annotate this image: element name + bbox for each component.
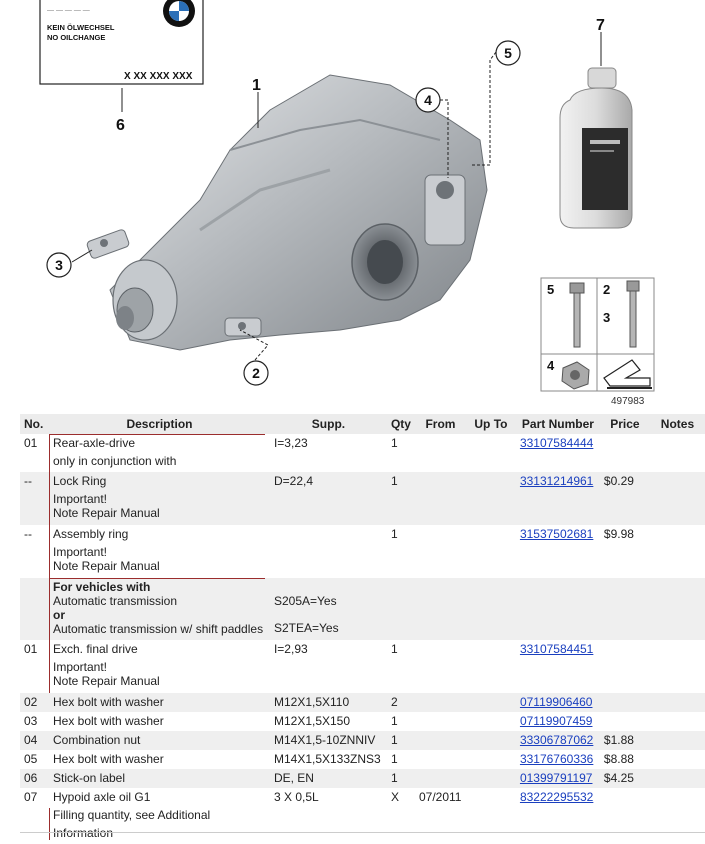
cell-from (415, 693, 466, 712)
label-text-1: KEIN ÖLWECHSEL (47, 23, 115, 32)
table-row (20, 693, 705, 712)
cell-description: Hex bolt with washer (52, 752, 164, 766)
cell-qty: X (390, 790, 399, 804)
cell-from (415, 769, 466, 788)
part-number-link[interactable]: 83222295532 (519, 790, 594, 804)
part-number-link[interactable]: 33131214961 (519, 474, 594, 488)
header-part-number: Part Number (516, 414, 600, 434)
cell-description: Hypoid axle oil G1 Filling quantity, see Additional Information (49, 788, 270, 842)
cell-up-to (466, 712, 516, 731)
cell-part-number (516, 788, 600, 842)
cell-price (600, 712, 650, 731)
cell-no: 02 (20, 693, 49, 712)
table-row (20, 750, 705, 769)
cell-supp: 3 X 0,5L (273, 790, 319, 804)
cell-price (600, 640, 650, 693)
cell-part-number (516, 472, 600, 525)
label-code: X XX XXX XXX (124, 71, 193, 82)
cell-price: $1.88 (600, 731, 650, 750)
cell-description: Exch. final drive Important! Note Repair Manual (49, 640, 270, 693)
table-row (20, 525, 705, 578)
cell-no: 03 (24, 714, 38, 728)
cell-no: -- (24, 527, 32, 541)
cell-from (415, 472, 466, 525)
cell-from: 07/2011 (418, 790, 462, 804)
cell-supp: I=2,93 (273, 642, 308, 656)
header-up-to: Up To (466, 414, 516, 434)
cell-part-number (516, 434, 600, 472)
cell-from (415, 434, 466, 472)
cell-from (415, 750, 466, 769)
cell-notes (650, 693, 705, 712)
cell-supp: M12X1,5X110 (270, 693, 387, 712)
cell-from (415, 640, 466, 693)
cell-from (415, 578, 466, 640)
table-row (20, 578, 705, 640)
cell-description: Hex bolt with washer (52, 714, 164, 728)
table-row (20, 434, 705, 472)
cell-from (415, 712, 466, 731)
header-from: From (415, 414, 466, 434)
cell-from (415, 525, 466, 578)
part-number-link[interactable]: 01399791197 (519, 771, 593, 785)
cell-no: 01 (24, 436, 38, 450)
cell-description: Hex bolt with washer (49, 693, 270, 712)
cell-price: $0.29 (600, 472, 650, 525)
rear-axle-drive-illustration (86, 75, 487, 350)
cell-part-number (516, 640, 600, 693)
cell-up-to (466, 525, 516, 578)
part-number-link[interactable]: 33176760336 (519, 752, 594, 766)
label-text-2: NO OILCHANGE (47, 33, 106, 42)
callout-6: 6 (116, 117, 125, 134)
cell-no (20, 578, 49, 640)
callout-4 (416, 88, 440, 112)
part-number-link[interactable]: 07119906460 (519, 695, 593, 709)
cell-part-number (516, 731, 600, 750)
cell-qty: 1 (390, 527, 398, 541)
cell-description: For vehicles with Automatic transmission or Automatic transmission w/ shift paddles (49, 578, 270, 640)
cell-up-to (466, 434, 516, 472)
table-row (20, 712, 705, 731)
inset-number-4: 4 (547, 358, 555, 373)
cell-qty: 1 (387, 769, 415, 788)
header-description: Description (49, 414, 270, 434)
inset-number-3: 3 (603, 310, 611, 325)
cell-description: Assembly ring Important! Note Repair Manual (49, 525, 270, 578)
cell-notes (650, 731, 705, 750)
cell-part-number (516, 578, 600, 640)
table-row (20, 769, 705, 788)
cell-qty: 1 (390, 714, 398, 728)
header-no: No. (20, 414, 49, 434)
cell-no: -- (20, 472, 49, 525)
cell-up-to (466, 750, 516, 769)
cell-no: 01 (24, 642, 38, 656)
callout-1: 1 (252, 77, 261, 94)
cell-qty: 2 (387, 693, 415, 712)
callout-3 (47, 253, 71, 277)
part-number-link[interactable]: 31537502681 (519, 527, 594, 541)
cell-qty: 1 (390, 752, 398, 766)
cell-supp: M14X1,5X133ZNS3 (273, 752, 381, 766)
cell-qty (387, 578, 415, 640)
svg-text:2: 2 (252, 365, 260, 381)
cell-no: 05 (24, 752, 38, 766)
table-row (20, 640, 705, 693)
cell-notes (650, 472, 705, 525)
part-number-link[interactable]: 33107584451 (519, 642, 594, 656)
cell-notes (650, 434, 705, 472)
header-price: Price (600, 414, 650, 434)
inset-number-2: 2 (603, 282, 611, 297)
cell-price: $9.98 (603, 527, 634, 541)
oil-bottle-illustration (560, 68, 632, 228)
cell-description: Stick-on label (49, 769, 270, 788)
cell-notes (650, 788, 705, 842)
header-qty: Qty (387, 414, 415, 434)
cell-price (600, 578, 650, 640)
cell-part-number (516, 712, 600, 731)
cell-description: Combination nut (49, 731, 270, 750)
svg-text:3: 3 (55, 257, 63, 273)
cell-part-number (516, 769, 600, 788)
cell-up-to (466, 788, 516, 842)
cell-no: 07 (24, 790, 38, 804)
cell-notes (650, 640, 705, 693)
cell-supp: M12X1,5X150 (273, 714, 351, 728)
cell-price (600, 693, 650, 712)
cell-supp: DE, EN (270, 769, 387, 788)
cell-qty: 1 (387, 472, 415, 525)
svg-text:— — — — —: — — — — — (47, 7, 90, 14)
cell-notes (650, 525, 705, 578)
cell-description: Lock Ring Important! Note Repair Manual (49, 472, 270, 525)
cell-up-to (466, 731, 516, 750)
cell-price: $4.25 (600, 769, 650, 788)
cell-notes (650, 712, 705, 731)
cell-part-number (516, 525, 600, 578)
header-notes: Notes (650, 414, 705, 434)
cell-no: 06 (20, 769, 49, 788)
cell-supp: I=3,23 (273, 436, 308, 450)
cell-price (600, 434, 650, 472)
part-number-link[interactable]: 07119907459 (519, 714, 593, 728)
cell-notes (650, 769, 705, 788)
cell-notes (650, 750, 705, 769)
hardware-inset (541, 278, 654, 407)
cell-description: Rear-axle-drive only in conjunction with (49, 434, 270, 472)
cell-price (600, 788, 650, 842)
part-number-link[interactable]: 33306787062 (519, 733, 594, 747)
cell-supp: S205A=Yes S2TEA=Yes (270, 578, 387, 640)
parts-table (20, 414, 705, 842)
table-row (20, 731, 705, 750)
table-row (20, 788, 705, 842)
diagram-id: 497983 (611, 396, 645, 407)
table-row (20, 472, 705, 525)
callout-7: 7 (596, 17, 605, 34)
cell-supp: D=22,4 (270, 472, 387, 525)
cell-qty: 1 (387, 731, 415, 750)
cell-part-number (516, 693, 600, 712)
inset-number-5: 5 (547, 282, 555, 297)
cell-up-to (466, 693, 516, 712)
cell-from (415, 731, 466, 750)
cell-qty: 1 (390, 642, 398, 656)
header-supp: Supp. (270, 414, 387, 434)
sticker-label-illustration (40, 0, 203, 112)
part-number-link[interactable]: 33107584444 (519, 436, 594, 450)
cell-qty: 1 (390, 436, 398, 450)
cell-up-to (466, 578, 516, 640)
cell-up-to (466, 640, 516, 693)
cell-part-number (516, 750, 600, 769)
cell-no: 04 (20, 731, 49, 750)
svg-text:5: 5 (504, 45, 512, 61)
callout-2 (244, 361, 268, 385)
cell-supp: M14X1,5-10ZNNIV (270, 731, 387, 750)
cell-price: $8.88 (603, 752, 634, 766)
parts-diagram (0, 0, 705, 410)
callout-5 (496, 41, 520, 65)
cell-notes (650, 578, 705, 640)
cell-up-to (466, 472, 516, 525)
cell-up-to (466, 769, 516, 788)
svg-text:4: 4 (424, 92, 432, 108)
table-bottom-divider (20, 832, 705, 833)
cell-supp (270, 525, 387, 578)
table-header-row (20, 414, 705, 434)
